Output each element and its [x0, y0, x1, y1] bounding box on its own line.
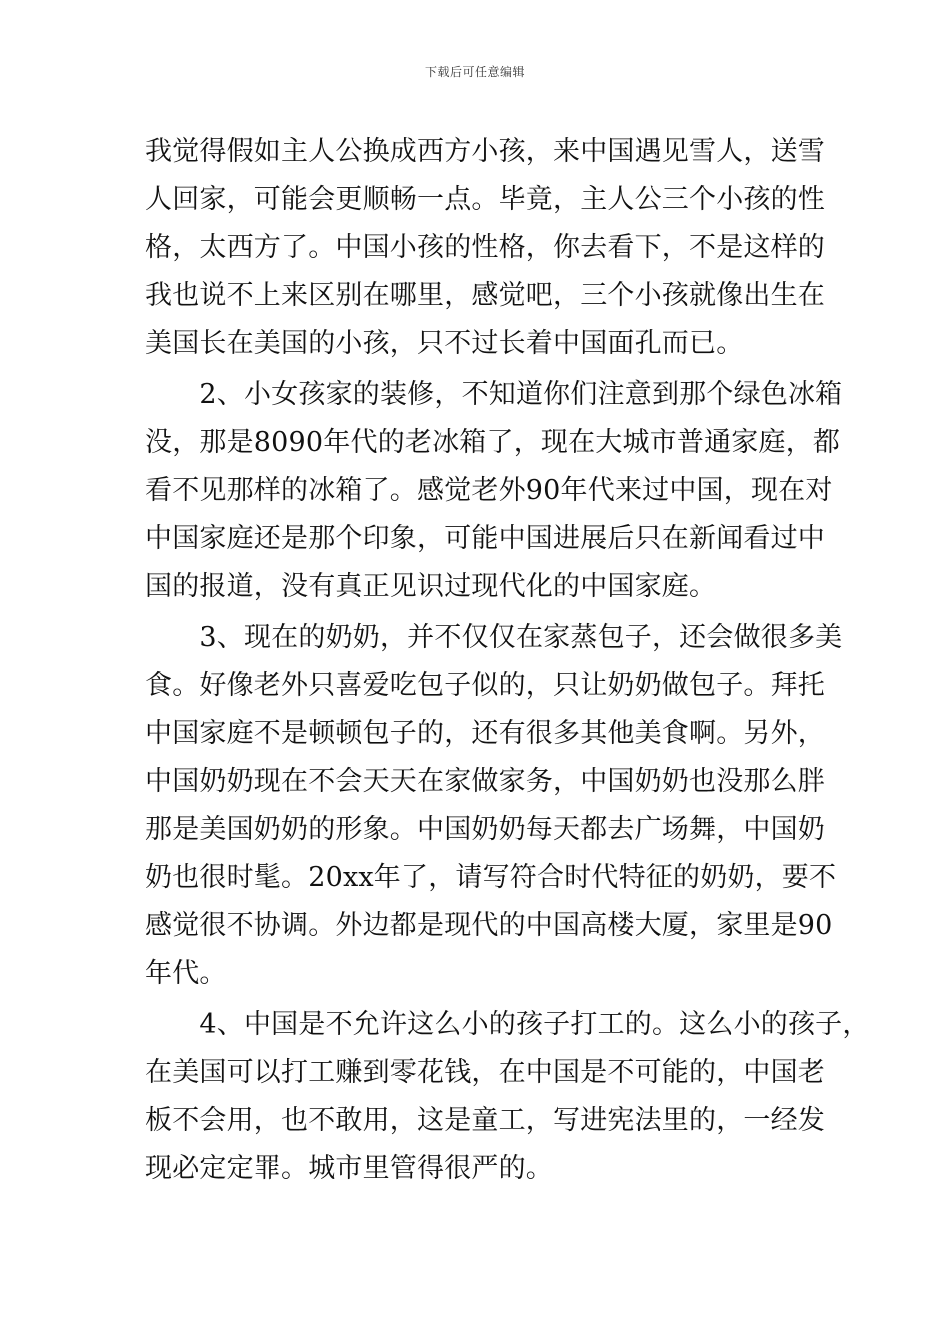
text-line: 美国长在美国的小孩，只不过长着中国面孔而已。: [145, 328, 744, 359]
text-line: 那是美国奶奶的形象。中国奶奶每天都去广场舞，中国奶: [145, 814, 825, 845]
text-line: 人回家，可能会更顺畅一点。毕竟，主人公三个小孩的性: [145, 184, 825, 215]
text-line: 没，那是8090年代的老冰箱了，现在大城市普通家庭，都: [145, 427, 841, 458]
text-line: 4、中国是不允许这么小的孩子打工的。这么小的孩子，: [145, 1009, 870, 1040]
text-line: 3、现在的奶奶，并不仅仅在家蒸包子，还会做很多美: [145, 622, 843, 653]
page-header-note: 下载后可任意编辑: [424, 65, 525, 79]
text-line: 奶也很时髦。20xx年了，请写符合时代特征的奶奶，要不: [145, 862, 837, 893]
text-line: 中国家庭还是那个印象，可能中国进展后只在新闻看过中: [145, 523, 825, 554]
text-line: 中国家庭不是顿顿包子的，还有很多其他美食啊。另外，: [145, 718, 825, 749]
paragraph-4: [145, 1001, 870, 1193]
text-line: 国的报道，没有真正见识过现代化的中国家庭。: [145, 571, 717, 602]
paragraph-2: [145, 371, 843, 611]
text-line: 中国奶奶现在不会天天在家做家务，中国奶奶也没那么胖: [145, 766, 825, 797]
text-line: 2、小女孩家的装修，不知道你们注意到那个绿色冰箱: [145, 379, 843, 410]
document-body: [145, 128, 870, 1193]
text-line: 食。好像老外只喜爱吃包子似的，只让奶奶做包子。拜托: [145, 670, 825, 701]
text-line: 感觉很不协调。外边都是现代的中国高楼大厦，家里是90: [145, 910, 833, 941]
text-line: 我觉得假如主人公换成西方小孩，来中国遇见雪人，送雪: [145, 136, 825, 167]
paragraph-1: [145, 128, 825, 368]
text-line: 板不会用，也不敢用，这是童工，写进宪法里的，一经发: [145, 1105, 825, 1136]
text-line: 看不见那样的冰箱了。感觉老外90年代来过中国，现在对: [145, 475, 833, 506]
text-line: 我也说不上来区别在哪里，感觉吧，三个小孩就像出生在: [145, 280, 825, 311]
text-line: 现必定定罪。城市里管得很严的。: [145, 1153, 553, 1184]
text-line: 格，太西方了。中国小孩的性格，你去看下，不是这样的: [145, 232, 825, 263]
text-line: 年代。: [145, 958, 227, 989]
paragraph-3: [145, 614, 843, 998]
text-line: 在美国可以打工赚到零花钱，在中国是不可能的，中国老: [145, 1057, 825, 1088]
